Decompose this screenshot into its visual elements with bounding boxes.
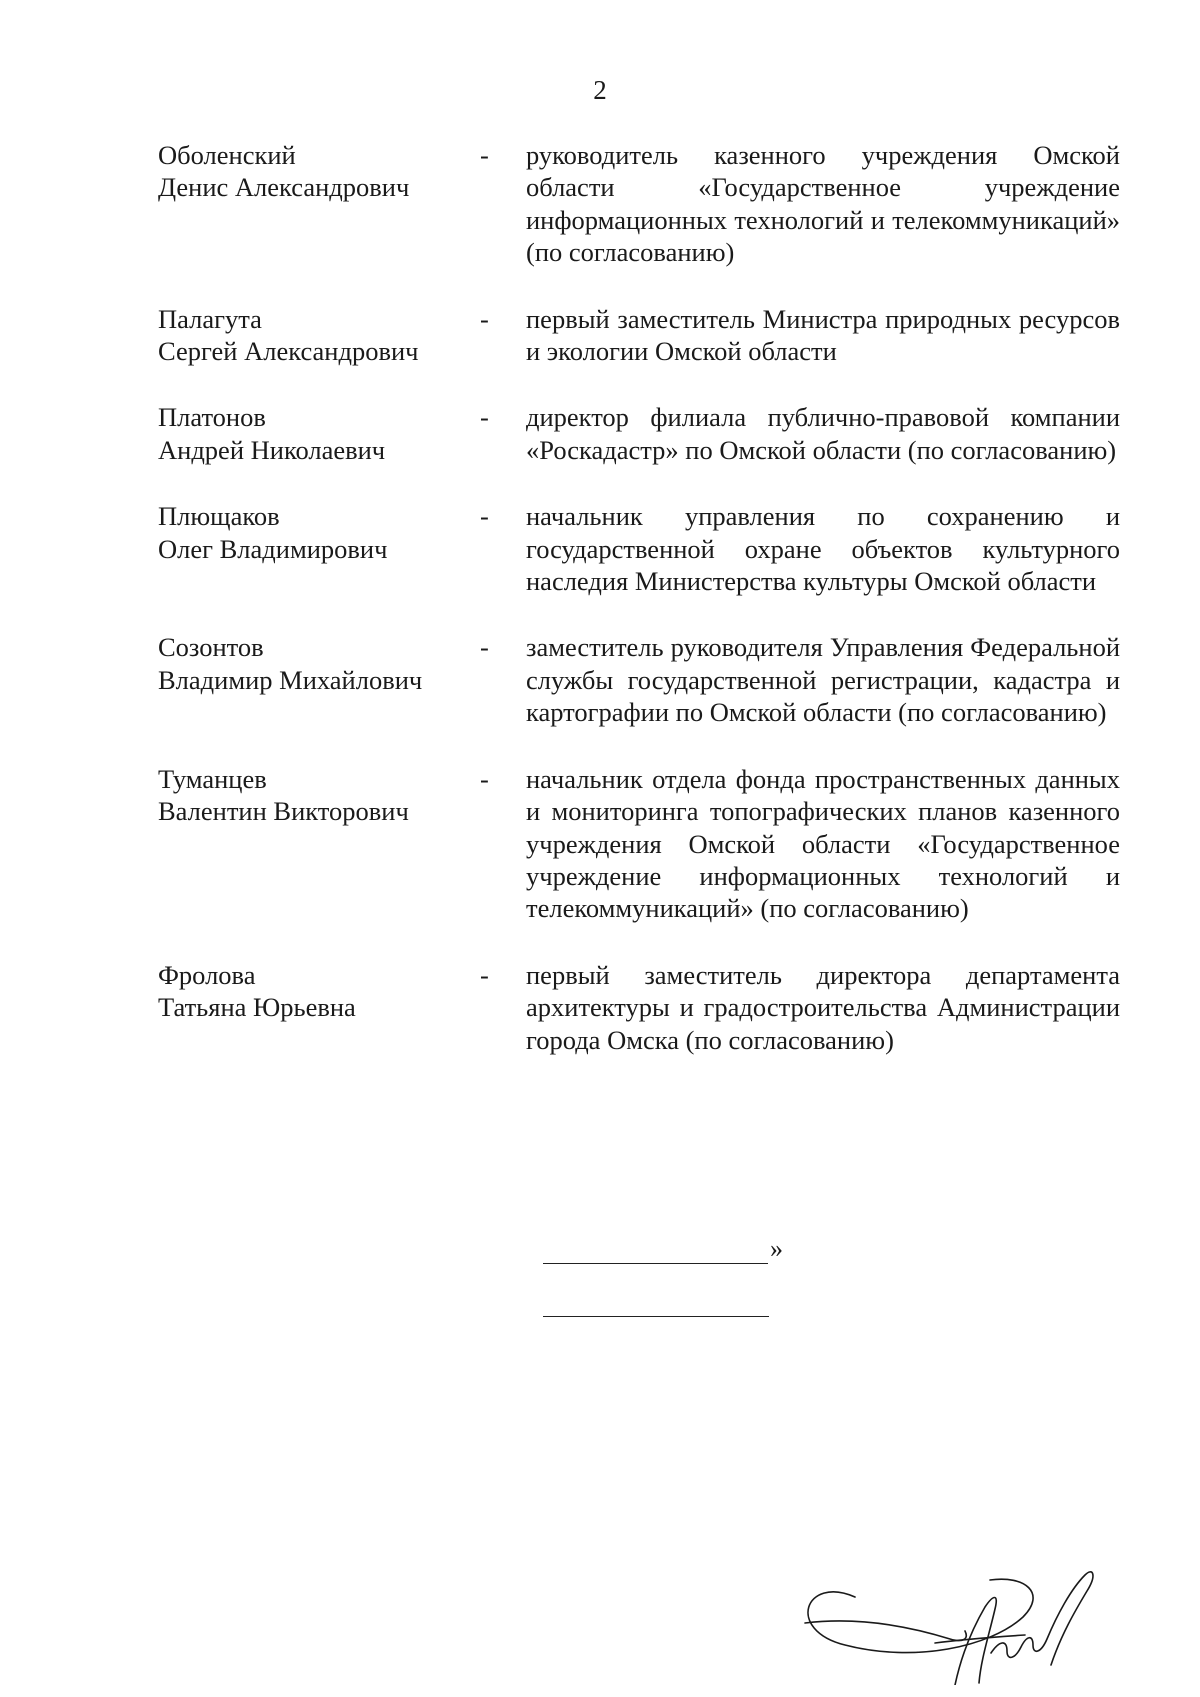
page-number: 2: [593, 75, 607, 105]
member-name: [158, 303, 480, 368]
member-surname: Фролова: [158, 959, 256, 990]
member-name: [158, 959, 480, 1024]
member-list: [158, 139, 1120, 1056]
member-position: заместитель руководителя Управления Федеральной службы государственной регистрации, кадастра и картографии по Омской области (по согласованию): [526, 632, 1120, 728]
member-entry: [158, 631, 1120, 728]
member-name: [158, 139, 480, 204]
member-position: директор филиала публично-правовой компании «Роскадастр» по Омской области (по согласованию): [526, 402, 1120, 465]
dash-separator: -: [480, 402, 489, 433]
member-given-names: Денис Александрович: [158, 172, 410, 203]
dash-separator: -: [480, 303, 489, 334]
member-name: [158, 401, 480, 466]
member-given-names: Владимир Михайлович: [158, 664, 423, 695]
dash-separator: -: [480, 140, 489, 170]
member-surname: Платонов: [158, 402, 266, 433]
member-given-names: Татьяна Юрьевна: [158, 992, 356, 1023]
closing-quote-line: [543, 1234, 783, 1270]
dash-separator: -: [480, 632, 489, 663]
member-entry: [158, 303, 1120, 368]
member-surname: Палагута: [158, 303, 262, 334]
end-separator-line: [543, 1316, 769, 1317]
member-given-names: Андрей Николаевич: [158, 434, 386, 465]
dash-separator: -: [480, 959, 489, 990]
member-entry: [158, 401, 1120, 466]
dash-separator: -: [480, 763, 489, 794]
closing-quote-mark: »: [770, 1234, 783, 1263]
member-entry: [158, 959, 1120, 1056]
member-name: [158, 763, 480, 828]
member-given-names: Олег Владимирович: [158, 533, 388, 564]
dash-separator: -: [480, 501, 489, 532]
member-position: первый заместитель директора департамента архитектуры и градостроительства Администрации города Омска (по согласованию): [526, 959, 1120, 1055]
member-position: руководитель казенного учреждения Омской области «Государственное учреждение информационных технологий и телекоммуникаций» (по согласованию): [526, 140, 1120, 268]
member-given-names: Валентин Викторович: [158, 796, 409, 827]
member-position: начальник отдела фонда пространственных данных и мониторинга топографических планов казенного учреждения Омской области «Государственное учреждение информационных технологий и телекоммуникаций» (по согласованию): [526, 763, 1120, 924]
member-name: [158, 500, 480, 565]
member-surname: Оболенский: [158, 140, 296, 170]
signature-icon: [785, 1535, 1105, 1685]
member-entry: [158, 500, 1120, 597]
member-surname: Созонтов: [158, 632, 264, 663]
member-entry: [158, 763, 1120, 925]
member-given-names: Сергей Александрович: [158, 336, 419, 367]
member-position: начальник управления по сохранению и государственной охране объектов культурного наследия Министерства культуры Омской области: [526, 501, 1120, 597]
member-entry: [158, 139, 1120, 269]
member-name: [158, 631, 480, 696]
member-position: первый заместитель Министра природных ресурсов и экологии Омской области: [526, 303, 1120, 367]
closing-underline: [543, 1263, 768, 1264]
member-surname: Плющаков: [158, 501, 280, 532]
member-surname: Туманцев: [158, 763, 267, 794]
